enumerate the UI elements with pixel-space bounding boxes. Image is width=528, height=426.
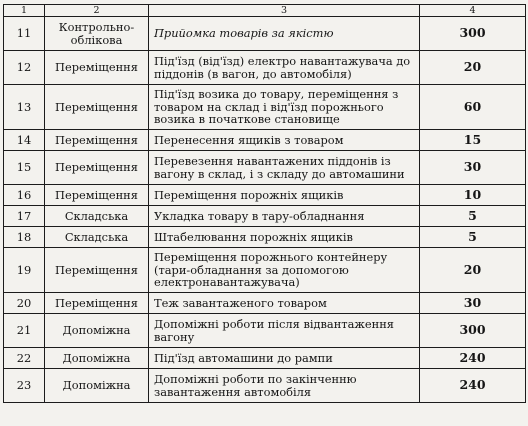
table-row: [4, 227, 526, 248]
operation-type: Переміщення: [45, 293, 149, 314]
operation-description: Перенесення ящиків з товаром: [149, 130, 420, 151]
time-norm-value: 300: [420, 17, 526, 51]
table-row: [4, 314, 526, 348]
operation-description: Штабелювання порожніх ящиків: [149, 227, 420, 248]
time-norm-value: 5: [420, 206, 526, 227]
time-norm-value: 30: [420, 151, 526, 185]
row-number: 22: [4, 348, 45, 369]
operation-description: Переміщення порожнього контейнеру (тари-обладнання за допомогою електронавантажувача): [149, 248, 420, 293]
header-row: [4, 5, 526, 17]
operation-description: Під'їзд возика до товару, переміщення з товаром на склад і від'їзд порожнього возика в початкове становище: [149, 85, 420, 130]
time-norm-value: 240: [420, 348, 526, 369]
operation-type: Допоміжна: [45, 348, 149, 369]
time-norm-value: 5: [420, 227, 526, 248]
header-col-3: 3: [149, 5, 420, 17]
table-row: [4, 85, 526, 130]
table-row: [4, 369, 526, 403]
table-header: [4, 5, 526, 17]
table-row: [4, 248, 526, 293]
norms-table: [3, 4, 526, 403]
operation-type: Переміщення: [45, 248, 149, 293]
table-row: [4, 348, 526, 369]
row-number: 19: [4, 248, 45, 293]
operation-description: Під'їзд (від'їзд) електро навантажувача до піддонів (в вагон, до автомобіля): [149, 51, 420, 85]
operation-type: Переміщення: [45, 130, 149, 151]
row-number: 16: [4, 185, 45, 206]
operation-type: Переміщення: [45, 85, 149, 130]
operation-type: Переміщення: [45, 51, 149, 85]
table-row: [4, 130, 526, 151]
time-norm-value: 10: [420, 185, 526, 206]
table-body: [4, 17, 526, 403]
table-row: [4, 293, 526, 314]
time-norm-value: 240: [420, 369, 526, 403]
table-row: [4, 185, 526, 206]
table-row: [4, 206, 526, 227]
table-row: [4, 17, 526, 51]
time-norm-value: 20: [420, 248, 526, 293]
operation-description: Допоміжні роботи після відвантаження вагону: [149, 314, 420, 348]
operation-description: Укладка товару в тару-обладнання: [149, 206, 420, 227]
operation-type: Контрольно-облікова: [45, 17, 149, 51]
header-col-4: 4: [420, 5, 526, 17]
table-row: [4, 51, 526, 85]
operation-description: Теж завантаженого товаром: [149, 293, 420, 314]
row-number: 20: [4, 293, 45, 314]
header-col-1: 1: [4, 5, 45, 17]
time-norm-value: 30: [420, 293, 526, 314]
operation-type: Складська: [45, 227, 149, 248]
row-number: 15: [4, 151, 45, 185]
row-number: 14: [4, 130, 45, 151]
time-norm-value: 60: [420, 85, 526, 130]
row-number: 13: [4, 85, 45, 130]
time-norm-value: 15: [420, 130, 526, 151]
time-norm-value: 300: [420, 314, 526, 348]
row-number: 21: [4, 314, 45, 348]
operation-description: Переміщення порожніх ящиків: [149, 185, 420, 206]
operation-type: Переміщення: [45, 151, 149, 185]
row-number: 18: [4, 227, 45, 248]
header-col-2: 2: [45, 5, 149, 17]
time-norm-value: 20: [420, 51, 526, 85]
row-number: 11: [4, 17, 45, 51]
operation-description: Перевезення навантажених піддонів із вагону в склад, і з складу до автомашини: [149, 151, 420, 185]
operation-description: Прийомка товарів за якістю: [149, 17, 420, 51]
operation-type: Допоміжна: [45, 314, 149, 348]
table-row: [4, 151, 526, 185]
operation-description: Під'їзд автомашини до рампи: [149, 348, 420, 369]
row-number: 17: [4, 206, 45, 227]
row-number: 12: [4, 51, 45, 85]
operation-type: Переміщення: [45, 185, 149, 206]
operation-type: Складська: [45, 206, 149, 227]
operation-type: Допоміжна: [45, 369, 149, 403]
operation-description: Допоміжні роботи по закінченню завантаження автомобіля: [149, 369, 420, 403]
row-number: 23: [4, 369, 45, 403]
